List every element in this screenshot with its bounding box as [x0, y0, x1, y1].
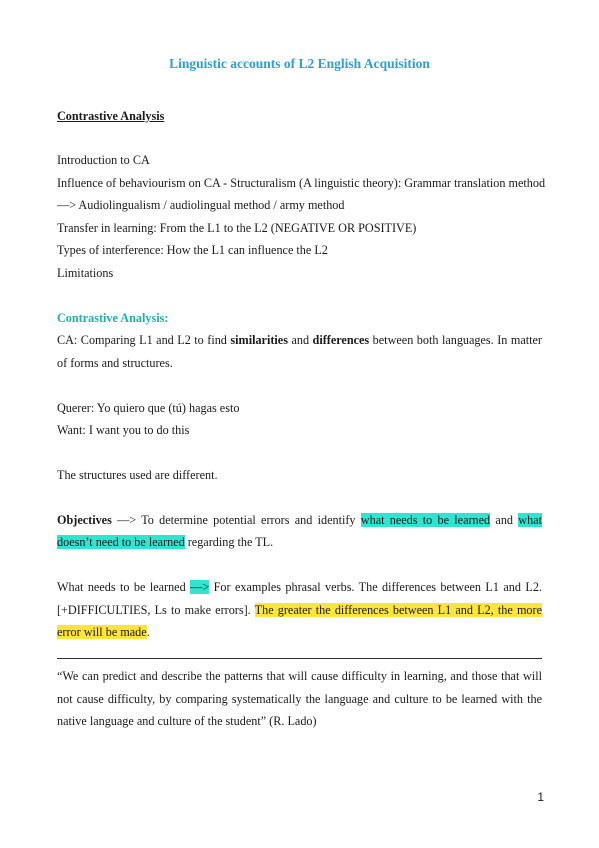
outline-item: Transfer in learning: From the L1 to the L2 (NEGATIVE OR POSITIVE)	[57, 221, 417, 235]
quote-line: not cause difficulty, by comparing systematically the language and culture to be learned with the	[57, 692, 542, 706]
example-spanish: Querer: Yo quiero que (tú) hagas esto	[57, 401, 240, 415]
section-heading-text: Contrastive Analysis	[57, 109, 165, 123]
subheading-text: Contrastive Analysis:	[57, 311, 169, 325]
outline-item: Introduction to CA	[57, 153, 150, 167]
ca-definition-line-1: CA: Comparing L1 and L2 to find similarities and differences between both languages. In matter	[57, 333, 542, 347]
quote-line: “We can predict and describe the patterns that will cause difficulty in learning, and those that will	[57, 669, 542, 683]
ca-definition-line-2: of forms and structures.	[57, 356, 173, 370]
highlight-greater-differences: The greater the differences between L1 and L2, the more	[254, 603, 542, 617]
objectives-label: Objectives	[57, 513, 112, 527]
page-number: 1	[537, 790, 544, 804]
document-title: Linguistic accounts of L2 English Acquisition	[169, 56, 430, 71]
keyword-differences: differences	[312, 333, 370, 347]
example-english: Want: I want you to do this	[57, 423, 190, 437]
needs-line-2: [+DIFFICULTIES, Ls to make errors]. The greater the differences between L1 and L2, the more	[57, 603, 542, 617]
horizontal-divider	[57, 658, 542, 659]
highlight-error-made: error will be made	[57, 625, 147, 639]
needs-line-3: error will be made.	[57, 625, 150, 639]
outline-item: Types of interference: How the L1 can influence the L2	[57, 243, 328, 257]
needs-line-1: What needs to be learned —> For examples phrasal verbs. The differences between L1 and L2.	[57, 580, 542, 594]
outline-item: Influence of behaviourism on CA - Structuralism (A linguistic theory): Grammar translation method	[57, 176, 546, 190]
highlight-arrow: —>	[190, 580, 210, 594]
objectives-line-2: doesn’t need to be learned regarding the TL.	[57, 535, 274, 549]
section-heading	[57, 105, 542, 128]
quote-line: native language and culture of the student” (R. Lado)	[57, 714, 317, 728]
highlight-doesnt-need: doesn’t need to be learned	[57, 535, 185, 549]
highlight-what: what	[518, 513, 542, 527]
highlight-what-needs: what needs to be learned	[360, 513, 491, 527]
structures-note: The structures used are different.	[57, 468, 218, 482]
keyword-similarities: similarities	[230, 333, 288, 347]
outline-item: —> Audiolingualism / audiolingual method / army method	[57, 198, 345, 212]
outline-item: Limitations	[57, 266, 114, 280]
objectives-line-1: Objectives —> To determine potential errors and identify what needs to be learned and what	[57, 513, 542, 527]
subheading	[57, 307, 542, 330]
